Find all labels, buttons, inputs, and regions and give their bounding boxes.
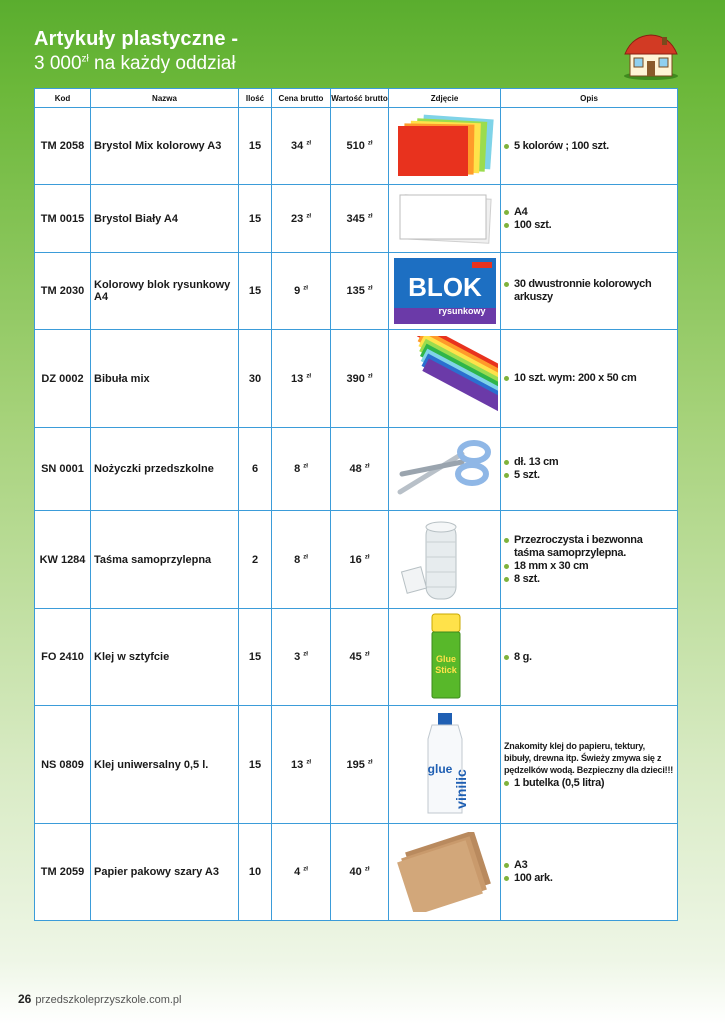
product-description bbox=[501, 824, 678, 921]
product-unit-price bbox=[272, 706, 331, 824]
product-description bbox=[501, 185, 678, 253]
unit-price-currency: zł bbox=[306, 372, 311, 379]
product-photo bbox=[389, 253, 501, 330]
column-header-opis: Opis bbox=[501, 89, 678, 108]
product-unit-price bbox=[272, 824, 331, 921]
description-item: 10 szt. wym: 200 x 50 cm bbox=[504, 372, 674, 385]
product-code: NS 0809 bbox=[35, 706, 91, 824]
product-code: SN 0001 bbox=[35, 428, 91, 511]
total-value: 45 bbox=[349, 651, 362, 663]
glue-stick-image bbox=[392, 612, 498, 702]
description-item: 8 g. bbox=[504, 651, 674, 664]
product-unit-price bbox=[272, 428, 331, 511]
total-value: 48 bbox=[349, 463, 362, 475]
product-name: Nożyczki przedszkolne bbox=[91, 428, 239, 511]
product-table bbox=[34, 88, 678, 921]
total-value: 135 bbox=[346, 285, 365, 297]
unit-price-value: 34 bbox=[291, 140, 304, 152]
total-value: 510 bbox=[346, 140, 365, 152]
unit-price-currency: zł bbox=[303, 285, 308, 292]
product-quantity: 15 bbox=[239, 253, 272, 330]
page-number: 26 bbox=[18, 992, 32, 1006]
column-header-kod: Kod bbox=[35, 89, 91, 108]
product-description bbox=[501, 706, 678, 824]
product-total-value bbox=[331, 511, 389, 609]
product-code: KW 1284 bbox=[35, 511, 91, 609]
column-header-wartosc: Wartość brutto bbox=[331, 89, 389, 108]
page-footer bbox=[18, 992, 181, 1006]
tissue-paper-image bbox=[392, 336, 498, 422]
unit-price-value: 8 bbox=[294, 553, 301, 566]
product-name: Kolorowy blok rysunkowy A4 bbox=[91, 253, 239, 330]
product-name: Klej uniwersalny 0,5 l. bbox=[91, 706, 239, 824]
product-description-list bbox=[504, 534, 674, 586]
product-code: TM 2030 bbox=[35, 253, 91, 330]
scissors-image bbox=[392, 434, 498, 504]
product-code: TM 2059 bbox=[35, 824, 91, 921]
description-item: 100 ark. bbox=[504, 872, 674, 885]
product-quantity: 15 bbox=[239, 706, 272, 824]
total-value: 195 bbox=[346, 758, 365, 771]
table-row bbox=[35, 428, 678, 511]
total-value: 16 bbox=[349, 553, 362, 566]
table-row bbox=[35, 609, 678, 706]
total-value-currency: zł bbox=[367, 212, 373, 219]
product-photo bbox=[389, 609, 501, 706]
table-row bbox=[35, 824, 678, 921]
product-code: FO 2410 bbox=[35, 609, 91, 706]
product-quantity: 15 bbox=[239, 609, 272, 706]
product-quantity: 2 bbox=[239, 511, 272, 609]
product-quantity: 30 bbox=[239, 330, 272, 428]
product-unit-price bbox=[272, 511, 331, 609]
product-code: DZ 0002 bbox=[35, 330, 91, 428]
unit-price-value: 4 bbox=[294, 866, 301, 878]
product-description bbox=[501, 330, 678, 428]
product-name: Brystol Biały A4 bbox=[91, 185, 239, 253]
product-description-list bbox=[504, 777, 674, 790]
table-row bbox=[35, 330, 678, 428]
glue-bottle-label-1: glue bbox=[427, 761, 453, 776]
product-description-list bbox=[504, 278, 674, 304]
description-item: 100 szt. bbox=[504, 219, 674, 232]
product-name: Bibuła mix bbox=[91, 330, 239, 428]
product-description-list bbox=[504, 372, 674, 385]
product-description-list bbox=[504, 859, 674, 885]
unit-price-value: 8 bbox=[294, 463, 301, 475]
product-description bbox=[501, 511, 678, 609]
product-total-value bbox=[331, 824, 389, 921]
description-item: 5 szt. bbox=[504, 469, 674, 482]
column-header-zdjecie: Zdjęcie bbox=[389, 89, 501, 108]
product-code: TM 0015 bbox=[35, 185, 91, 253]
product-description bbox=[501, 253, 678, 330]
total-value-currency: zł bbox=[364, 463, 370, 470]
product-photo bbox=[389, 428, 501, 511]
adhesive-tape-image bbox=[392, 517, 498, 603]
product-name: Taśma samoprzylepna bbox=[91, 511, 239, 609]
footer-url: przedszkoleprzyszkole.com.pl bbox=[35, 994, 182, 1006]
unit-price-currency: zł bbox=[303, 866, 308, 873]
product-description-list bbox=[504, 206, 674, 232]
column-header-ilosc: Ilość bbox=[239, 89, 272, 108]
product-photo bbox=[389, 706, 501, 824]
product-total-value bbox=[331, 185, 389, 253]
product-description-list bbox=[504, 651, 674, 664]
house-logo-icon bbox=[622, 32, 680, 80]
glue-stick-label-1: Glue bbox=[435, 654, 457, 664]
product-description bbox=[501, 428, 678, 511]
glue-bottle-image bbox=[392, 711, 498, 819]
unit-price-currency: zł bbox=[303, 463, 308, 470]
product-total-value bbox=[331, 108, 389, 185]
product-unit-price bbox=[272, 330, 331, 428]
table-row bbox=[35, 253, 678, 330]
unit-price-currency: zł bbox=[306, 212, 311, 219]
drawing-pad-image bbox=[392, 256, 498, 326]
kraft-paper-image bbox=[392, 832, 498, 912]
unit-price-value: 3 bbox=[294, 651, 301, 663]
drawing-pad-title: BLOK bbox=[408, 272, 482, 302]
product-code: TM 2058 bbox=[35, 108, 91, 185]
product-total-value bbox=[331, 253, 389, 330]
total-value-currency: zł bbox=[364, 866, 370, 873]
product-photo bbox=[389, 330, 501, 428]
product-total-value bbox=[331, 330, 389, 428]
product-description-list bbox=[504, 456, 674, 482]
page-header bbox=[34, 28, 238, 75]
description-item: 8 szt. bbox=[504, 573, 674, 586]
product-name: Papier pakowy szary A3 bbox=[91, 824, 239, 921]
total-value: 345 bbox=[346, 212, 365, 225]
description-item: 18 mm x 30 cm bbox=[504, 560, 674, 573]
product-quantity: 10 bbox=[239, 824, 272, 921]
product-unit-price bbox=[272, 185, 331, 253]
unit-price-value: 13 bbox=[291, 372, 304, 385]
white-bristol-sheets-image bbox=[392, 189, 498, 249]
product-photo bbox=[389, 511, 501, 609]
table-row bbox=[35, 511, 678, 609]
product-description bbox=[501, 609, 678, 706]
product-name: Klej w sztyfcie bbox=[91, 609, 239, 706]
drawing-pad-subtitle: rysunkowy bbox=[438, 306, 486, 316]
description-item: dł. 13 cm bbox=[504, 456, 674, 469]
unit-price-value: 23 bbox=[291, 212, 304, 225]
product-description-text: Znakomity klej do papieru, tektury, bibuły, drewna itp. Świeży zmywa się z pędzelków wodą. Bezpieczny dla dzieci!!! bbox=[504, 740, 674, 775]
description-item: 5 kolorów ; 100 szt. bbox=[504, 140, 674, 153]
unit-price-currency: zł bbox=[303, 553, 308, 560]
unit-price-currency: zł bbox=[306, 140, 311, 147]
budget-text: na każdy oddział bbox=[88, 53, 236, 74]
table-row bbox=[35, 108, 678, 185]
column-header-nazwa: Nazwa bbox=[91, 89, 239, 108]
product-name: Brystol Mix kolorowy A3 bbox=[91, 108, 239, 185]
total-value-currency: zł bbox=[367, 285, 373, 292]
unit-price-value: 9 bbox=[294, 285, 301, 297]
unit-price-value: 13 bbox=[291, 758, 304, 771]
glue-bottle-label-2: vinilic bbox=[453, 768, 469, 809]
column-header-cena: Cena brutto bbox=[272, 89, 331, 108]
unit-price-currency: zł bbox=[303, 651, 308, 658]
description-item: 30 dwustronnie kolorowych arkuszy bbox=[504, 278, 674, 304]
product-quantity: 6 bbox=[239, 428, 272, 511]
table-row bbox=[35, 706, 678, 824]
product-unit-price bbox=[272, 609, 331, 706]
total-value: 40 bbox=[349, 866, 362, 878]
product-photo bbox=[389, 824, 501, 921]
total-value: 390 bbox=[346, 372, 365, 385]
budget-currency: zł bbox=[81, 53, 89, 65]
product-quantity: 15 bbox=[239, 185, 272, 253]
unit-price-currency: zł bbox=[306, 758, 311, 765]
product-total-value bbox=[331, 609, 389, 706]
page-subtitle bbox=[34, 53, 238, 75]
table-row bbox=[35, 185, 678, 253]
product-description-list bbox=[504, 140, 674, 153]
product-total-value bbox=[331, 706, 389, 824]
total-value-currency: zł bbox=[367, 758, 373, 765]
description-item: A3 bbox=[504, 859, 674, 872]
total-value-currency: zł bbox=[367, 140, 373, 147]
product-quantity: 15 bbox=[239, 108, 272, 185]
product-description bbox=[501, 108, 678, 185]
budget-amount: 3 000 bbox=[34, 53, 82, 74]
total-value-currency: zł bbox=[367, 372, 373, 379]
page-title: Artykuły plastyczne - bbox=[34, 28, 239, 50]
product-total-value bbox=[331, 428, 389, 511]
glue-stick-label-2: Stick bbox=[435, 665, 457, 675]
product-unit-price bbox=[272, 253, 331, 330]
description-item: A4 bbox=[504, 206, 674, 219]
table-header-row bbox=[35, 89, 678, 108]
product-photo bbox=[389, 108, 501, 185]
product-unit-price bbox=[272, 108, 331, 185]
colored-bristol-sheets-image bbox=[392, 111, 498, 181]
total-value-currency: zł bbox=[364, 651, 370, 658]
description-item: Przezroczysta i bezwonna taśma samoprzylepna. bbox=[504, 534, 674, 560]
description-item: 1 butelka (0,5 litra) bbox=[504, 777, 674, 790]
total-value-currency: zł bbox=[364, 553, 370, 560]
product-photo bbox=[389, 185, 501, 253]
